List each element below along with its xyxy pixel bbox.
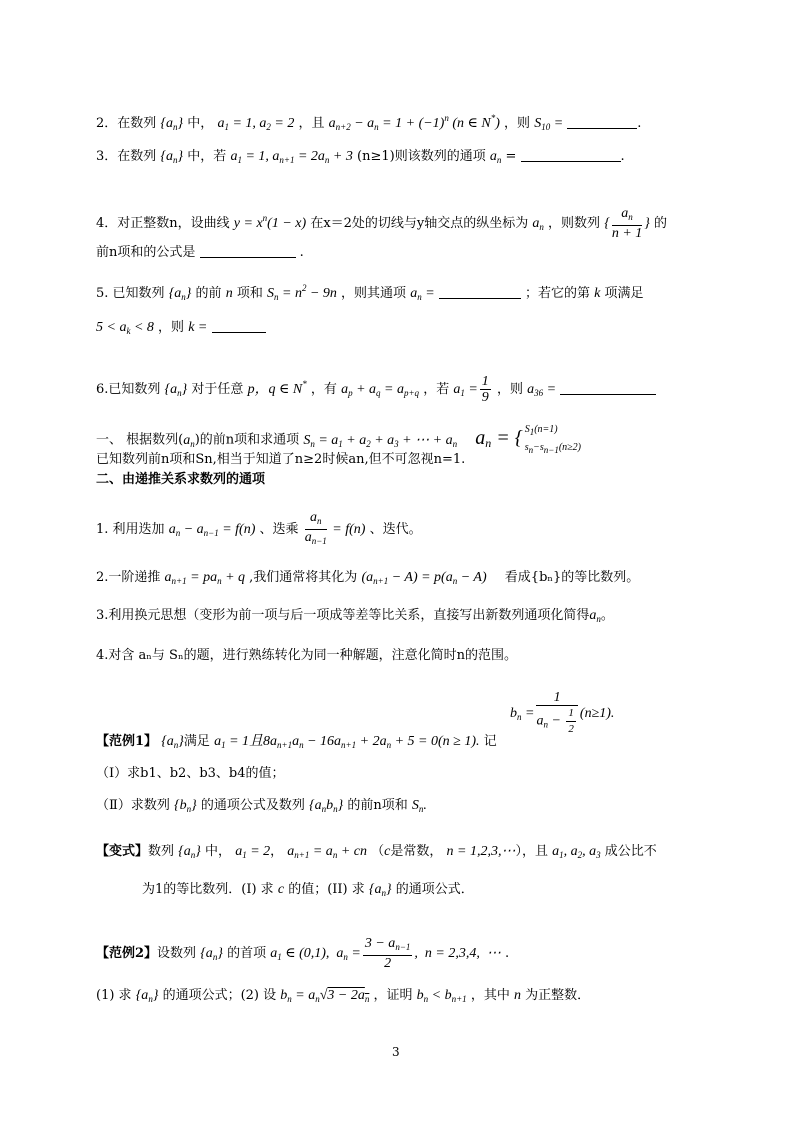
problem-5-cont: $5 < a_k < 8$ ，则 k = bbox=[96, 318, 266, 341]
section-1-heading: 一、 根据数列$(a_n)$的前n项和求通项 $S_n = a_1 + a_2 + a_3$ + ⋯ + $a_n$ $a_n$ = { S1(n=1) sn−sn−1(n≥2) bbox=[96, 424, 581, 455]
page-number: 3 bbox=[392, 1045, 400, 1059]
answer-blank[interactable] bbox=[200, 243, 296, 258]
method-2: 2.一阶递推 $a_{n+1} = pa_n + q$ ,我们通常将其化为 $(a_{n+1} - A) = p(a_n - A)$ 看成{bₙ}的等比数列。 bbox=[96, 570, 640, 586]
method-3: 3.利用换元思想（变形为前一项与后一项成等差等比关系，直接写出新数列通项化简得$a_n$。 bbox=[96, 608, 614, 624]
method-4: 4.对含 aₙ与 Sₙ的题，进行熟练转化为同一种解题，注意化简时n的范围。 bbox=[96, 648, 517, 663]
problem-3: 3．在数列 $\{a_n\}$ 中，若 $a_1 = 1$, $a_{n+1} = 2a_n + 3$ (n≥1)则该数列的通项 $a_n$ = . bbox=[96, 149, 625, 165]
example-1: 【范例1】 $\{a_n\}$满足 $a_1 = 1$且$8a_{n+1}a_n - 16a_{n+1} + 2a_n + 5 = 0(n \ge 1)$. 记 bbox=[96, 734, 497, 750]
problem-4-cont: 前n项和的公式是 . bbox=[96, 245, 304, 260]
method-1: 1. 利用迭加 $a_n - a_{n-1} = f(n)$ 、迭乘 $\frac{a_n}{a_{n-1}}$ = f(n) 、迭代。 bbox=[96, 510, 422, 546]
section-1-note: 已知数列前n项和Sn,相当于知道了n≥2时候an,但不可忽视n=1. bbox=[96, 452, 466, 467]
example-1-definition: $b_n$ = 1 $a_n$ − $\frac{1}{2}$ (n≥1). bbox=[510, 690, 615, 735]
example-1-part-ii: （Ⅱ）求数列 $\{b_n\}$ 的通项公式及数列 $\{a_nb_n\}$ 的前n项和 $S_n$. bbox=[96, 798, 427, 814]
answer-blank[interactable] bbox=[567, 114, 637, 129]
example-2: 【范例2】设数列 $\{a_n\}$ 的首项 $a_1$ ∈ (0,1), $a_n$ = $\frac{3 - a_{n-1}}{2}$ , n = 2,3,4, ⋯ . bbox=[96, 936, 510, 971]
problem-6: 6.已知数列 $\{a_n\}$ 对于任意 p，q ∈ N* ，有 $a_p + a_q = a_{p+q}$ ，若 $a_1$ = $\frac{1}{9}$ ，则 $a_{36}$ = bbox=[96, 374, 656, 405]
answer-blank[interactable] bbox=[560, 380, 656, 395]
answer-blank[interactable] bbox=[212, 318, 266, 333]
problem-2: 2．在数列 $\{a_n\}$ 中， $a_1 = 1$, $a_2 = 2$ ，且 $a_{n+2} - a_n = 1 + (-1)^n$ (n ∈ N*) ，则 $S_{10}$ = . bbox=[96, 113, 642, 132]
example-1-part-i: （Ⅰ）求b1、b2、b3、b4的值； bbox=[96, 766, 285, 781]
answer-blank[interactable] bbox=[439, 284, 521, 299]
variant: 【变式】数列 $\{a_n\}$ 中， $a_1 = 2$， $a_{n+1} = a_n$ + cn （c是常数， n = 1,2,3,⋯），且 $a_1$, $a_2$, $a_3$ 成公比不 bbox=[96, 844, 657, 860]
answer-blank[interactable] bbox=[521, 147, 621, 162]
problem-4: 4．对正整数n，设曲线 $y = x^n(1 - x)$ 在x＝2处的切线与y轴交点的纵坐标为 $a_n$ ，则数列 { $\frac{a_n}{n + 1}$ } 的 bbox=[96, 206, 668, 241]
problem-5: 5. 已知数列 $\{a_n\}$ 的前 n 项和 $S_n = n^2 - 9n$ ，则其通项 $a_n$ = ；若它的第 k 项满足 bbox=[96, 283, 644, 302]
example-2-questions: (1) 求 $\{a_n\}$ 的通项公式；(2) 设 $b_n = a_n√3 - 2a_n$ ，证明 $b_n < b_{n+1}$ ，其中 n 为正整数． bbox=[96, 988, 591, 1004]
variant-cont: 为1的等比数列．(I) 求 c 的值；(II) 求 $\{a_n\}$ 的通项公式． bbox=[142, 882, 474, 898]
section-2-title: 二、由递推关系求数列的通项 bbox=[96, 472, 266, 487]
